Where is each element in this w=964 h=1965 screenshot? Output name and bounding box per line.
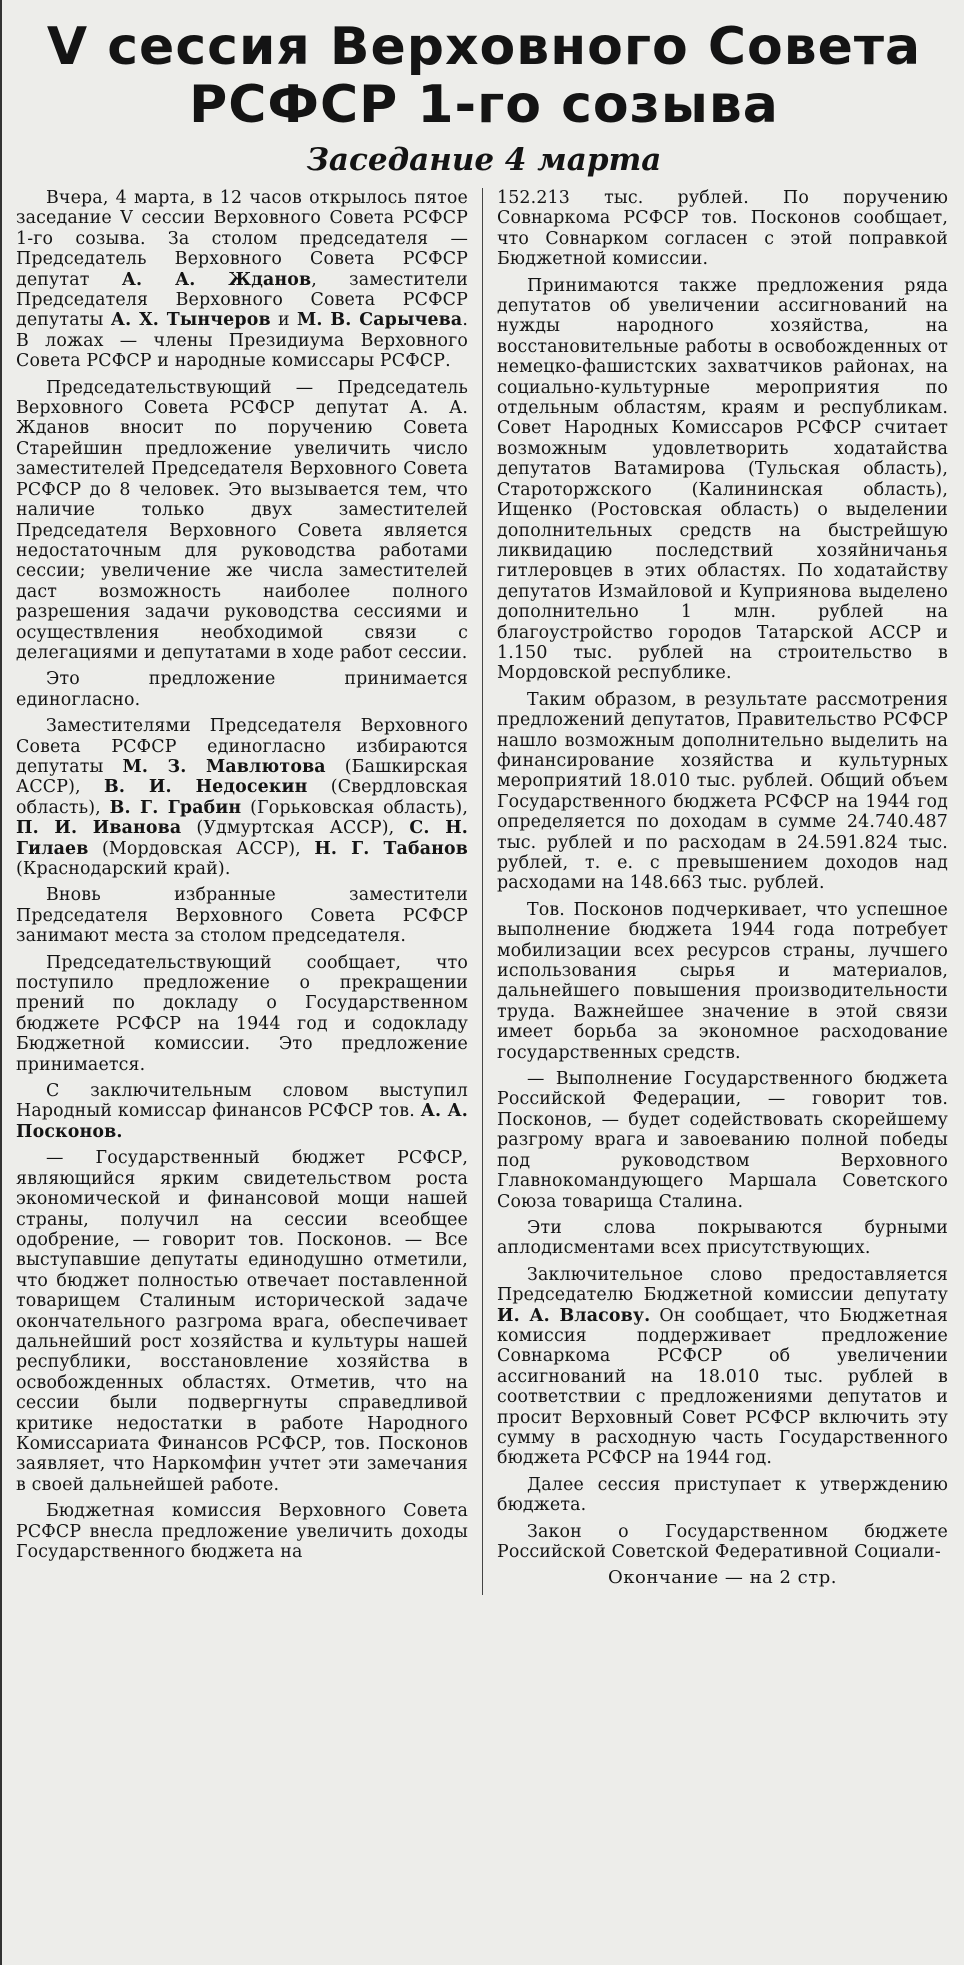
right-column-body bbox=[497, 188, 948, 1562]
person-name: В. И. Недосекин bbox=[104, 777, 308, 798]
text-run: С заключительным словом выступил Народный комиссар финансов РСФСР тов. bbox=[16, 1081, 468, 1122]
headline-line-1: V сессия Верховного Совета bbox=[46, 17, 922, 77]
text-run: Бюджетная комиссия Верховного Совета РСФСР внесла предложение увеличить доходы Государственного бюджета на bbox=[16, 1501, 468, 1562]
text-run: Далее сессия приступает к утверждению бюджета. bbox=[497, 1474, 948, 1516]
paragraph bbox=[497, 1522, 948, 1563]
paragraph bbox=[497, 276, 948, 684]
paragraph bbox=[497, 1069, 948, 1212]
paragraph bbox=[16, 188, 468, 372]
text-run: . В ложах — члены Президиума Верховного Совета РСФСР и народные комиссары РСФСР. bbox=[16, 310, 469, 372]
paragraph bbox=[497, 1475, 948, 1516]
continuation-note: Окончание — на 2 стр. bbox=[608, 1567, 837, 1589]
person-name: И. А. Власову. bbox=[497, 1305, 651, 1326]
person-name: С. Н. Гилаев bbox=[16, 818, 469, 859]
text-run: , заместители Председателя Верховного Совета РСФСР депутаты bbox=[16, 269, 468, 331]
person-name: Н. Г. Табанов bbox=[314, 838, 468, 859]
text-run: Заместителями Председателя Верховного Совета РСФСР единогласно избираются депутаты bbox=[16, 716, 468, 777]
text-run: Председательствующий сообщает, что поступило предложение о прекращении прений по докладу о Государственном бюджете РСФСР на 1944 год и содокладу Бюджетной комиссии. Это предложение принимается. bbox=[16, 952, 468, 1075]
text-run: Вновь избранные заместители Председателя Верховного Совета РСФСР занимают места за столом председателя. bbox=[16, 885, 468, 947]
paragraph bbox=[16, 1148, 468, 1495]
text-run: Эти слова покрываются бурными аплодисментами всех присутствующих. bbox=[497, 1217, 948, 1259]
person-name: М. В. Сарычева bbox=[297, 310, 463, 331]
text-run: и bbox=[270, 310, 297, 331]
paragraph bbox=[16, 378, 468, 664]
text-run: Принимаются также предложения ряда депутатов об увеличении ассигнований на нужды народного хозяйства, на восстановительные работы в освобожденных от немецко-фашистских захватчиков районах, на социально-культурные мероприятия по отдельным областям, краям и республикам. Совет Народных Комиссаров РСФСР считает возможным удовлетворить ходатайства депутатов Ватамирова (Тульская область), Староторжского (Калининская область), Ищенко (Ростовская область) о выделении дополнительных средств на быстрейшую ликвидацию последствий хозяйничанья гитлеровцев в этих областях. По ходатайству депутатов Измайловой и Куприянова выделено дополнительно 1 млн. рублей на благоустройство городов Татарской АССР и 1.150 тыс. рублей на строительство в Мордовской республике. bbox=[497, 275, 948, 684]
person-name: А. А. Жданов bbox=[121, 269, 312, 290]
text-run: Вчера, 4 марта, в 12 часов открылось пятое заседание V сессии Верховного Совета РСФСР 1-го созыва. За столом председателя — Председатель Верховного Совета РСФСР депутат bbox=[16, 188, 468, 290]
paragraph bbox=[16, 669, 468, 710]
subheadline: Заседание 4 марта bbox=[306, 142, 662, 178]
paragraph bbox=[16, 953, 468, 1075]
paragraph bbox=[497, 690, 948, 894]
person-name: А. А. Посконов. bbox=[16, 1101, 468, 1142]
person-name: П. И. Иванова bbox=[16, 818, 182, 839]
paragraph bbox=[497, 1218, 948, 1259]
text-run: — Государственный бюджет РСФСР, являющийся ярким свидетельством роста экономической и финансовой мощи нашей страны, получил на сессии всеобщее одобрение, — говорит тов. Посконов. — Все выступавшие депутаты единодушно отметили, что бюджет полностью отвечает поставленной товарищем Сталиным исторической задаче окончательного разгрома врага, обеспечивает дальнейший рост хозяйства и культуры нашей республики, восстановление хозяйства в освобожденных областях. Отметив, что на сессии были подвергнуты справедливой критике недостатки в работе Народного Комиссариата Финансов РСФСР, тов. Посконов заявляет, что Наркомфин учтет эти замечания в своей дальнейшей работе. bbox=[16, 1148, 468, 1495]
paragraph bbox=[497, 188, 948, 270]
text-run: (Башкирская АССР), bbox=[16, 756, 468, 798]
person-name: В. Г. Грабин bbox=[109, 797, 242, 818]
person-name: М. З. Мавлютова bbox=[122, 756, 326, 777]
paragraph bbox=[16, 716, 468, 879]
text-run: (Свердловская область), bbox=[16, 777, 468, 818]
right-column bbox=[482, 188, 948, 1595]
text-run: (Краснодарский край). bbox=[16, 859, 231, 879]
paragraph bbox=[16, 1501, 468, 1562]
left-column bbox=[16, 188, 482, 1595]
paragraph bbox=[16, 885, 468, 946]
headline-line-2: РСФСР 1-го созыва bbox=[189, 75, 779, 135]
text-run: Тов. Посконов подчеркивает, что успешное выполнение бюджета 1944 года потребует мобилизации всех ресурсов страны, лучшего использования сырья и материалов, дальнейшего повышения производительности труда. Важнейшее значение в этой связи имеет борьба за экономное расходование государственных средств. bbox=[497, 899, 948, 1063]
text-run: Заключительное слово предоставляется Председателю Бюджетной комиссии депутату bbox=[497, 1264, 948, 1306]
text-run: — Выполнение Государственного бюджета Российской Федерации, — говорит тов. Посконов, — будет содействовать скорейшему разгрому врага и завоеванию полной победы под руководством Верховного Главнокомандующего Маршала Советского Союза товарища Сталина. bbox=[497, 1069, 948, 1212]
text-run: Это предложение принимается единогласно. bbox=[16, 669, 468, 710]
paragraph bbox=[497, 900, 948, 1063]
text-run: Таким образом, в результате рассмотрения предложений депутатов, Правительство РСФСР нашло возможным дополнительно выделить на финансирование хозяйства и культурных мероприятий 18.010 тыс. рублей. Общий объем Государственного бюджета РСФСР на 1944 год определяется по доходам в сумме 24.740.487 тыс. рублей и по расходам в 24.591.824 тыс. рублей, т. е. с превышением доходов над расходами на 148.663 тыс. рублей. bbox=[497, 689, 948, 894]
text-run: Председательствующий — Председатель Верховного Совета РСФСР депутат А. А. Жданов вносит по поручению Совета Старейшин предложение увеличить число заместителей Председателя Верховного Совета РСФСР до 8 человек. Это вызывается тем, что наличие только двух заместителей Председателя Верховного Совета является недостаточным для руководства работами сессии; увеличение же числа заместителей даст возможность наиболее полного разрешения задачи руководства сессиями и осуществления необходимой связи с делегациями и депутатами в ходе работ сессии. bbox=[16, 377, 468, 663]
text-run: Он сообщает, что Бюджетная комиссия поддерживает предложение Совнаркома РСФСР об увеличении ассигнований на 18.010 тыс. рублей в соответствии с предложениями депутатов и просит Верховный Совет РСФСР включить эту сумму в расходную часть Государственного бюджета РСФСР на 1944 год. bbox=[497, 1305, 948, 1469]
text-run: (Горьковская область), bbox=[241, 797, 468, 818]
text-run: 152.213 тыс. рублей. По поручению Совнаркома РСФСР тов. Посконов сообщает, что Совнарком согласен с этой поправкой Бюджетной комиссии. bbox=[497, 188, 948, 270]
article-columns bbox=[16, 188, 952, 1595]
paragraph bbox=[16, 1081, 468, 1142]
text-run: (Удмуртская АССР), bbox=[181, 818, 410, 839]
text-run: (Мордовская АССР), bbox=[88, 838, 315, 859]
person-name: А. Х. Тынчеров bbox=[110, 310, 271, 331]
paragraph bbox=[497, 1265, 948, 1469]
text-run: Закон о Государственном бюджете Российской Советской Федеративной Социали- bbox=[497, 1521, 948, 1562]
headline bbox=[16, 18, 952, 134]
